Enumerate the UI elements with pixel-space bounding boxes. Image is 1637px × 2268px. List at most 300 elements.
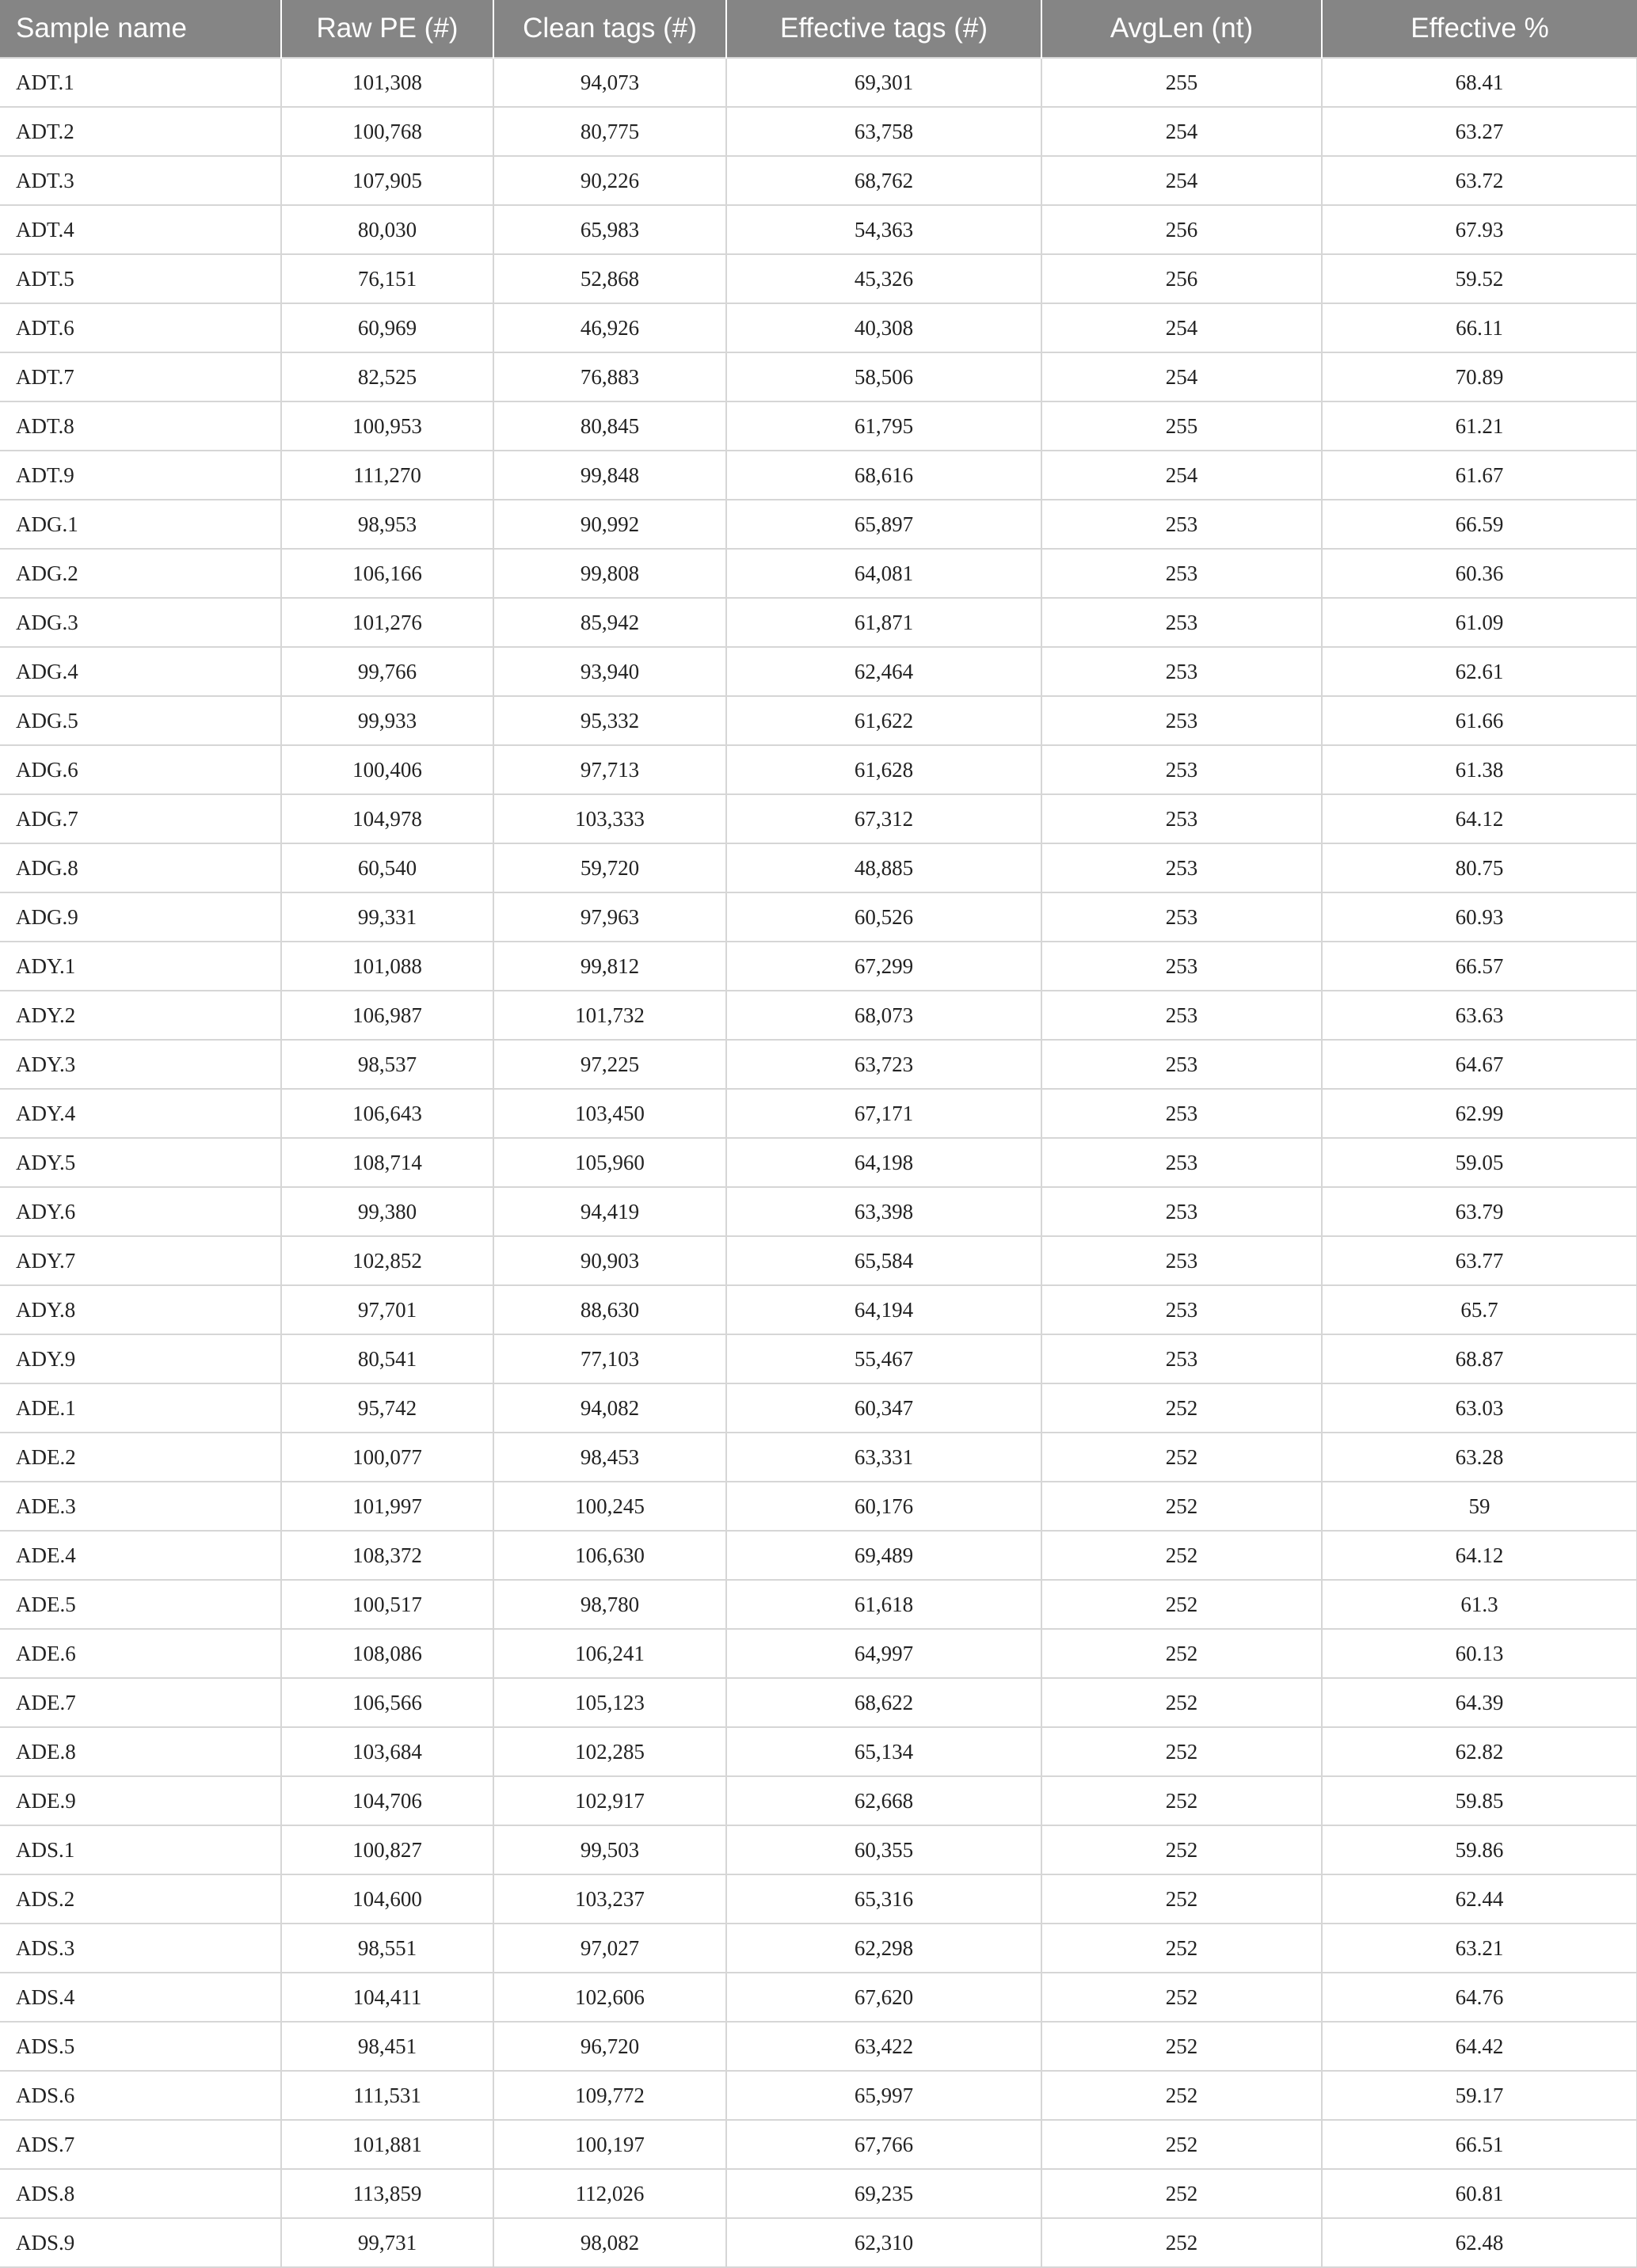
cell-raw-pe: 82,525	[281, 352, 493, 401]
table-row	[0, 1580, 1637, 1629]
cell-effective-tags: 60,526	[726, 892, 1041, 942]
cell-clean-tags: 99,503	[493, 1825, 726, 1874]
cell-effective-percent: 68.41	[1322, 58, 1637, 107]
cell-effective-tags: 68,762	[726, 156, 1041, 205]
cell-raw-pe: 106,643	[281, 1089, 493, 1138]
cell-clean-tags: 97,963	[493, 892, 726, 942]
cell-effective-percent: 66.57	[1322, 942, 1637, 991]
cell-raw-pe: 99,766	[281, 647, 493, 696]
cell-effective-percent: 62.61	[1322, 647, 1637, 696]
cell-raw-pe: 107,905	[281, 156, 493, 205]
cell-sample-name: ADY.3	[0, 1040, 281, 1089]
cell-avglen: 252	[1041, 1629, 1322, 1678]
cell-effective-percent: 59.85	[1322, 1776, 1637, 1825]
table-row	[0, 2071, 1637, 2120]
cell-sample-name: ADE.6	[0, 1629, 281, 1678]
cell-effective-percent: 61.38	[1322, 745, 1637, 794]
cell-effective-tags: 54,363	[726, 205, 1041, 254]
cell-raw-pe: 100,768	[281, 107, 493, 156]
cell-effective-tags: 65,134	[726, 1727, 1041, 1776]
cell-effective-percent: 63.21	[1322, 1924, 1637, 1973]
cell-raw-pe: 104,978	[281, 794, 493, 843]
cell-raw-pe: 101,881	[281, 2120, 493, 2169]
cell-clean-tags: 109,772	[493, 2071, 726, 2120]
cell-effective-percent: 59.86	[1322, 1825, 1637, 1874]
cell-sample-name: ADS.7	[0, 2120, 281, 2169]
cell-clean-tags: 102,606	[493, 1973, 726, 2022]
cell-effective-tags: 62,298	[726, 1924, 1041, 1973]
cell-effective-percent: 67.93	[1322, 205, 1637, 254]
cell-sample-name: ADT.7	[0, 352, 281, 401]
cell-raw-pe: 104,706	[281, 1776, 493, 1825]
cell-raw-pe: 106,166	[281, 549, 493, 598]
table-row	[0, 451, 1637, 500]
cell-sample-name: ADG.5	[0, 696, 281, 745]
table-row	[0, 794, 1637, 843]
cell-sample-name: ADG.8	[0, 843, 281, 892]
cell-avglen: 252	[1041, 1482, 1322, 1531]
cell-sample-name: ADY.2	[0, 991, 281, 1040]
cell-avglen: 252	[1041, 1776, 1322, 1825]
cell-avglen: 254	[1041, 107, 1322, 156]
cell-raw-pe: 106,566	[281, 1678, 493, 1727]
cell-clean-tags: 106,630	[493, 1531, 726, 1580]
cell-sample-name: ADG.3	[0, 598, 281, 647]
cell-avglen: 252	[1041, 2071, 1322, 2120]
cell-avglen: 252	[1041, 2218, 1322, 2267]
cell-sample-name: ADG.1	[0, 500, 281, 549]
cell-raw-pe: 99,380	[281, 1187, 493, 1236]
cell-sample-name: ADY.8	[0, 1285, 281, 1334]
cell-avglen: 253	[1041, 647, 1322, 696]
cell-avglen: 252	[1041, 1678, 1322, 1727]
table-row	[0, 1678, 1637, 1727]
cell-avglen: 253	[1041, 1089, 1322, 1138]
cell-effective-tags: 69,301	[726, 58, 1041, 107]
cell-sample-name: ADS.3	[0, 1924, 281, 1973]
cell-raw-pe: 106,987	[281, 991, 493, 1040]
table-row	[0, 1776, 1637, 1825]
cell-effective-percent: 64.76	[1322, 1973, 1637, 2022]
cell-effective-tags: 63,723	[726, 1040, 1041, 1089]
cell-avglen: 255	[1041, 58, 1322, 107]
cell-sample-name: ADE.9	[0, 1776, 281, 1825]
cell-effective-tags: 69,489	[726, 1531, 1041, 1580]
cell-raw-pe: 101,308	[281, 58, 493, 107]
cell-sample-name: ADE.7	[0, 1678, 281, 1727]
cell-effective-percent: 70.89	[1322, 352, 1637, 401]
cell-effective-tags: 48,885	[726, 843, 1041, 892]
table-row	[0, 1973, 1637, 2022]
cell-effective-tags: 62,310	[726, 2218, 1041, 2267]
cell-raw-pe: 111,270	[281, 451, 493, 500]
table-row	[0, 1138, 1637, 1187]
cell-effective-tags: 64,198	[726, 1138, 1041, 1187]
cell-avglen: 252	[1041, 1874, 1322, 1924]
cell-avglen: 255	[1041, 401, 1322, 451]
cell-effective-percent: 61.67	[1322, 451, 1637, 500]
cell-effective-tags: 64,997	[726, 1629, 1041, 1678]
table-row	[0, 2120, 1637, 2169]
cell-effective-tags: 58,506	[726, 352, 1041, 401]
table-row	[0, 2022, 1637, 2071]
cell-avglen: 253	[1041, 549, 1322, 598]
cell-raw-pe: 95,742	[281, 1383, 493, 1433]
cell-clean-tags: 90,992	[493, 500, 726, 549]
cell-raw-pe: 103,684	[281, 1727, 493, 1776]
cell-effective-percent: 59.17	[1322, 2071, 1637, 2120]
cell-raw-pe: 98,551	[281, 1924, 493, 1973]
cell-raw-pe: 98,953	[281, 500, 493, 549]
table-row	[0, 2169, 1637, 2218]
cell-effective-percent: 59	[1322, 1482, 1637, 1531]
cell-raw-pe: 100,406	[281, 745, 493, 794]
cell-clean-tags: 94,419	[493, 1187, 726, 1236]
header-avglen: AvgLen (nt)	[1041, 0, 1322, 58]
cell-sample-name: ADY.7	[0, 1236, 281, 1285]
cell-clean-tags: 97,027	[493, 1924, 726, 1973]
cell-clean-tags: 65,983	[493, 205, 726, 254]
table-row	[0, 1334, 1637, 1383]
cell-effective-tags: 62,668	[726, 1776, 1041, 1825]
cell-clean-tags: 102,285	[493, 1727, 726, 1776]
cell-raw-pe: 101,088	[281, 942, 493, 991]
cell-effective-tags: 68,073	[726, 991, 1041, 1040]
cell-raw-pe: 104,411	[281, 1973, 493, 2022]
table-header-row	[0, 0, 1637, 58]
header-effective-tags: Effective tags (#)	[726, 0, 1041, 58]
cell-effective-percent: 61.66	[1322, 696, 1637, 745]
cell-effective-tags: 65,584	[726, 1236, 1041, 1285]
cell-avglen: 256	[1041, 254, 1322, 303]
cell-effective-tags: 45,326	[726, 254, 1041, 303]
table-row	[0, 843, 1637, 892]
cell-avglen: 253	[1041, 794, 1322, 843]
cell-clean-tags: 98,780	[493, 1580, 726, 1629]
cell-effective-percent: 61.21	[1322, 401, 1637, 451]
table-row	[0, 991, 1637, 1040]
cell-clean-tags: 94,073	[493, 58, 726, 107]
cell-clean-tags: 77,103	[493, 1334, 726, 1383]
cell-effective-tags: 65,316	[726, 1874, 1041, 1924]
table-row	[0, 1825, 1637, 1874]
table-row	[0, 942, 1637, 991]
cell-sample-name: ADT.1	[0, 58, 281, 107]
cell-effective-percent: 60.81	[1322, 2169, 1637, 2218]
cell-effective-percent: 59.05	[1322, 1138, 1637, 1187]
cell-raw-pe: 108,086	[281, 1629, 493, 1678]
cell-avglen: 253	[1041, 1187, 1322, 1236]
cell-effective-percent: 64.39	[1322, 1678, 1637, 1727]
cell-avglen: 253	[1041, 1285, 1322, 1334]
cell-raw-pe: 100,077	[281, 1433, 493, 1482]
cell-effective-percent: 66.11	[1322, 303, 1637, 352]
cell-effective-tags: 68,622	[726, 1678, 1041, 1727]
cell-sample-name: ADS.4	[0, 1973, 281, 2022]
cell-effective-tags: 67,299	[726, 942, 1041, 991]
cell-raw-pe: 100,827	[281, 1825, 493, 1874]
cell-raw-pe: 99,731	[281, 2218, 493, 2267]
cell-avglen: 253	[1041, 696, 1322, 745]
cell-clean-tags: 99,812	[493, 942, 726, 991]
header-raw-pe: Raw PE (#)	[281, 0, 493, 58]
cell-raw-pe: 99,331	[281, 892, 493, 942]
cell-sample-name: ADG.6	[0, 745, 281, 794]
cell-effective-tags: 65,897	[726, 500, 1041, 549]
cell-clean-tags: 99,848	[493, 451, 726, 500]
cell-clean-tags: 59,720	[493, 843, 726, 892]
cell-raw-pe: 101,997	[281, 1482, 493, 1531]
cell-effective-tags: 60,355	[726, 1825, 1041, 1874]
table-row	[0, 303, 1637, 352]
cell-clean-tags: 94,082	[493, 1383, 726, 1433]
cell-clean-tags: 100,197	[493, 2120, 726, 2169]
cell-sample-name: ADS.1	[0, 1825, 281, 1874]
cell-effective-tags: 60,176	[726, 1482, 1041, 1531]
cell-sample-name: ADY.6	[0, 1187, 281, 1236]
table-row	[0, 745, 1637, 794]
cell-effective-percent: 62.48	[1322, 2218, 1637, 2267]
cell-effective-percent: 62.44	[1322, 1874, 1637, 1924]
table-row	[0, 1285, 1637, 1334]
cell-clean-tags: 112,026	[493, 2169, 726, 2218]
cell-sample-name: ADS.9	[0, 2218, 281, 2267]
cell-sample-name: ADS.5	[0, 2022, 281, 2071]
cell-sample-name: ADY.5	[0, 1138, 281, 1187]
table-row	[0, 549, 1637, 598]
cell-avglen: 253	[1041, 1138, 1322, 1187]
cell-sample-name: ADG.2	[0, 549, 281, 598]
cell-avglen: 253	[1041, 1236, 1322, 1285]
cell-raw-pe: 100,953	[281, 401, 493, 451]
cell-effective-tags: 62,464	[726, 647, 1041, 696]
cell-sample-name: ADG.4	[0, 647, 281, 696]
cell-clean-tags: 101,732	[493, 991, 726, 1040]
table-row	[0, 1482, 1637, 1531]
cell-effective-tags: 61,622	[726, 696, 1041, 745]
cell-avglen: 253	[1041, 892, 1322, 942]
header-sample-name: Sample name	[0, 0, 281, 58]
cell-avglen: 252	[1041, 1727, 1322, 1776]
cell-clean-tags: 105,960	[493, 1138, 726, 1187]
cell-effective-percent: 68.87	[1322, 1334, 1637, 1383]
cell-clean-tags: 80,845	[493, 401, 726, 451]
table-row	[0, 205, 1637, 254]
cell-effective-tags: 64,081	[726, 549, 1041, 598]
cell-raw-pe: 98,451	[281, 2022, 493, 2071]
cell-raw-pe: 80,541	[281, 1334, 493, 1383]
cell-effective-tags: 67,312	[726, 794, 1041, 843]
cell-sample-name: ADY.9	[0, 1334, 281, 1383]
cell-raw-pe: 102,852	[281, 1236, 493, 1285]
cell-effective-percent: 60.36	[1322, 549, 1637, 598]
cell-clean-tags: 46,926	[493, 303, 726, 352]
cell-clean-tags: 97,713	[493, 745, 726, 794]
cell-avglen: 254	[1041, 451, 1322, 500]
cell-raw-pe: 101,276	[281, 598, 493, 647]
table-row	[0, 1874, 1637, 1924]
cell-raw-pe: 108,372	[281, 1531, 493, 1580]
table-row	[0, 107, 1637, 156]
cell-sample-name: ADS.6	[0, 2071, 281, 2120]
table-row	[0, 1040, 1637, 1089]
cell-avglen: 252	[1041, 1531, 1322, 1580]
cell-sample-name: ADG.7	[0, 794, 281, 843]
cell-effective-percent: 63.27	[1322, 107, 1637, 156]
cell-avglen: 253	[1041, 745, 1322, 794]
cell-sample-name: ADS.8	[0, 2169, 281, 2218]
cell-sample-name: ADE.3	[0, 1482, 281, 1531]
cell-effective-percent: 63.28	[1322, 1433, 1637, 1482]
cell-effective-percent: 61.3	[1322, 1580, 1637, 1629]
cell-sample-name: ADE.8	[0, 1727, 281, 1776]
cell-effective-tags: 63,331	[726, 1433, 1041, 1482]
cell-raw-pe: 97,701	[281, 1285, 493, 1334]
cell-raw-pe: 100,517	[281, 1580, 493, 1629]
cell-effective-tags: 63,758	[726, 107, 1041, 156]
cell-avglen: 252	[1041, 1825, 1322, 1874]
cell-effective-percent: 63.63	[1322, 991, 1637, 1040]
cell-sample-name: ADG.9	[0, 892, 281, 942]
cell-clean-tags: 103,333	[493, 794, 726, 843]
table-row	[0, 1727, 1637, 1776]
table-row	[0, 352, 1637, 401]
cell-effective-tags: 40,308	[726, 303, 1041, 352]
cell-sample-name: ADT.3	[0, 156, 281, 205]
cell-effective-percent: 62.99	[1322, 1089, 1637, 1138]
cell-effective-percent: 64.12	[1322, 1531, 1637, 1580]
cell-effective-percent: 63.72	[1322, 156, 1637, 205]
cell-effective-percent: 63.03	[1322, 1383, 1637, 1433]
cell-effective-tags: 63,398	[726, 1187, 1041, 1236]
cell-avglen: 252	[1041, 1383, 1322, 1433]
cell-effective-percent: 63.77	[1322, 1236, 1637, 1285]
cell-clean-tags: 103,237	[493, 1874, 726, 1924]
table-row	[0, 696, 1637, 745]
cell-avglen: 253	[1041, 843, 1322, 892]
cell-clean-tags: 90,903	[493, 1236, 726, 1285]
cell-effective-tags: 61,871	[726, 598, 1041, 647]
cell-avglen: 254	[1041, 352, 1322, 401]
cell-clean-tags: 105,123	[493, 1678, 726, 1727]
table-row	[0, 401, 1637, 451]
cell-sample-name: ADY.1	[0, 942, 281, 991]
cell-avglen: 252	[1041, 1924, 1322, 1973]
cell-effective-percent: 80.75	[1322, 843, 1637, 892]
cell-avglen: 253	[1041, 942, 1322, 991]
cell-effective-percent: 61.09	[1322, 598, 1637, 647]
table-row	[0, 892, 1637, 942]
cell-avglen: 253	[1041, 1040, 1322, 1089]
cell-sample-name: ADT.6	[0, 303, 281, 352]
cell-avglen: 256	[1041, 205, 1322, 254]
cell-clean-tags: 95,332	[493, 696, 726, 745]
table-row	[0, 1187, 1637, 1236]
cell-clean-tags: 100,245	[493, 1482, 726, 1531]
cell-avglen: 253	[1041, 598, 1322, 647]
cell-sample-name: ADT.8	[0, 401, 281, 451]
cell-effective-tags: 69,235	[726, 2169, 1041, 2218]
cell-effective-percent: 63.79	[1322, 1187, 1637, 1236]
cell-avglen: 253	[1041, 1334, 1322, 1383]
cell-raw-pe: 98,537	[281, 1040, 493, 1089]
table-row	[0, 1383, 1637, 1433]
cell-clean-tags: 93,940	[493, 647, 726, 696]
cell-clean-tags: 97,225	[493, 1040, 726, 1089]
cell-sample-name: ADS.2	[0, 1874, 281, 1924]
cell-clean-tags: 90,226	[493, 156, 726, 205]
cell-raw-pe: 113,859	[281, 2169, 493, 2218]
cell-effective-tags: 61,618	[726, 1580, 1041, 1629]
cell-clean-tags: 106,241	[493, 1629, 726, 1678]
cell-avglen: 252	[1041, 1580, 1322, 1629]
cell-sample-name: ADT.5	[0, 254, 281, 303]
cell-clean-tags: 80,775	[493, 107, 726, 156]
cell-sample-name: ADT.4	[0, 205, 281, 254]
cell-sample-name: ADT.2	[0, 107, 281, 156]
cell-effective-percent: 66.59	[1322, 500, 1637, 549]
cell-effective-tags: 65,997	[726, 2071, 1041, 2120]
table-row	[0, 647, 1637, 696]
cell-effective-percent: 66.51	[1322, 2120, 1637, 2169]
table-row	[0, 58, 1637, 107]
cell-effective-tags: 63,422	[726, 2022, 1041, 2071]
table-row	[0, 1531, 1637, 1580]
cell-avglen: 253	[1041, 991, 1322, 1040]
cell-raw-pe: 108,714	[281, 1138, 493, 1187]
cell-avglen: 252	[1041, 2022, 1322, 2071]
cell-clean-tags: 98,453	[493, 1433, 726, 1482]
cell-avglen: 252	[1041, 1433, 1322, 1482]
cell-effective-tags: 67,171	[726, 1089, 1041, 1138]
cell-sample-name: ADE.5	[0, 1580, 281, 1629]
table-body	[0, 58, 1637, 2267]
cell-avglen: 252	[1041, 1973, 1322, 2022]
table-row	[0, 156, 1637, 205]
cell-raw-pe: 60,969	[281, 303, 493, 352]
cell-effective-percent: 64.12	[1322, 794, 1637, 843]
table-row	[0, 254, 1637, 303]
cell-avglen: 254	[1041, 156, 1322, 205]
cell-raw-pe: 80,030	[281, 205, 493, 254]
cell-effective-tags: 55,467	[726, 1334, 1041, 1383]
cell-effective-tags: 67,766	[726, 2120, 1041, 2169]
cell-effective-tags: 60,347	[726, 1383, 1041, 1433]
cell-sample-name: ADE.4	[0, 1531, 281, 1580]
cell-avglen: 253	[1041, 500, 1322, 549]
cell-avglen: 252	[1041, 2169, 1322, 2218]
cell-raw-pe: 76,151	[281, 254, 493, 303]
cell-effective-tags: 61,628	[726, 745, 1041, 794]
cell-avglen: 252	[1041, 2120, 1322, 2169]
cell-effective-tags: 64,194	[726, 1285, 1041, 1334]
cell-clean-tags: 85,942	[493, 598, 726, 647]
cell-clean-tags: 76,883	[493, 352, 726, 401]
cell-clean-tags: 96,720	[493, 2022, 726, 2071]
cell-effective-percent: 60.93	[1322, 892, 1637, 942]
cell-clean-tags: 103,450	[493, 1089, 726, 1138]
cell-effective-tags: 67,620	[726, 1973, 1041, 2022]
table-row	[0, 1089, 1637, 1138]
cell-effective-percent: 64.42	[1322, 2022, 1637, 2071]
cell-effective-tags: 68,616	[726, 451, 1041, 500]
cell-raw-pe: 111,531	[281, 2071, 493, 2120]
cell-effective-percent: 64.67	[1322, 1040, 1637, 1089]
table-row	[0, 1629, 1637, 1678]
table-row	[0, 1236, 1637, 1285]
table-row	[0, 1433, 1637, 1482]
cell-clean-tags: 98,082	[493, 2218, 726, 2267]
